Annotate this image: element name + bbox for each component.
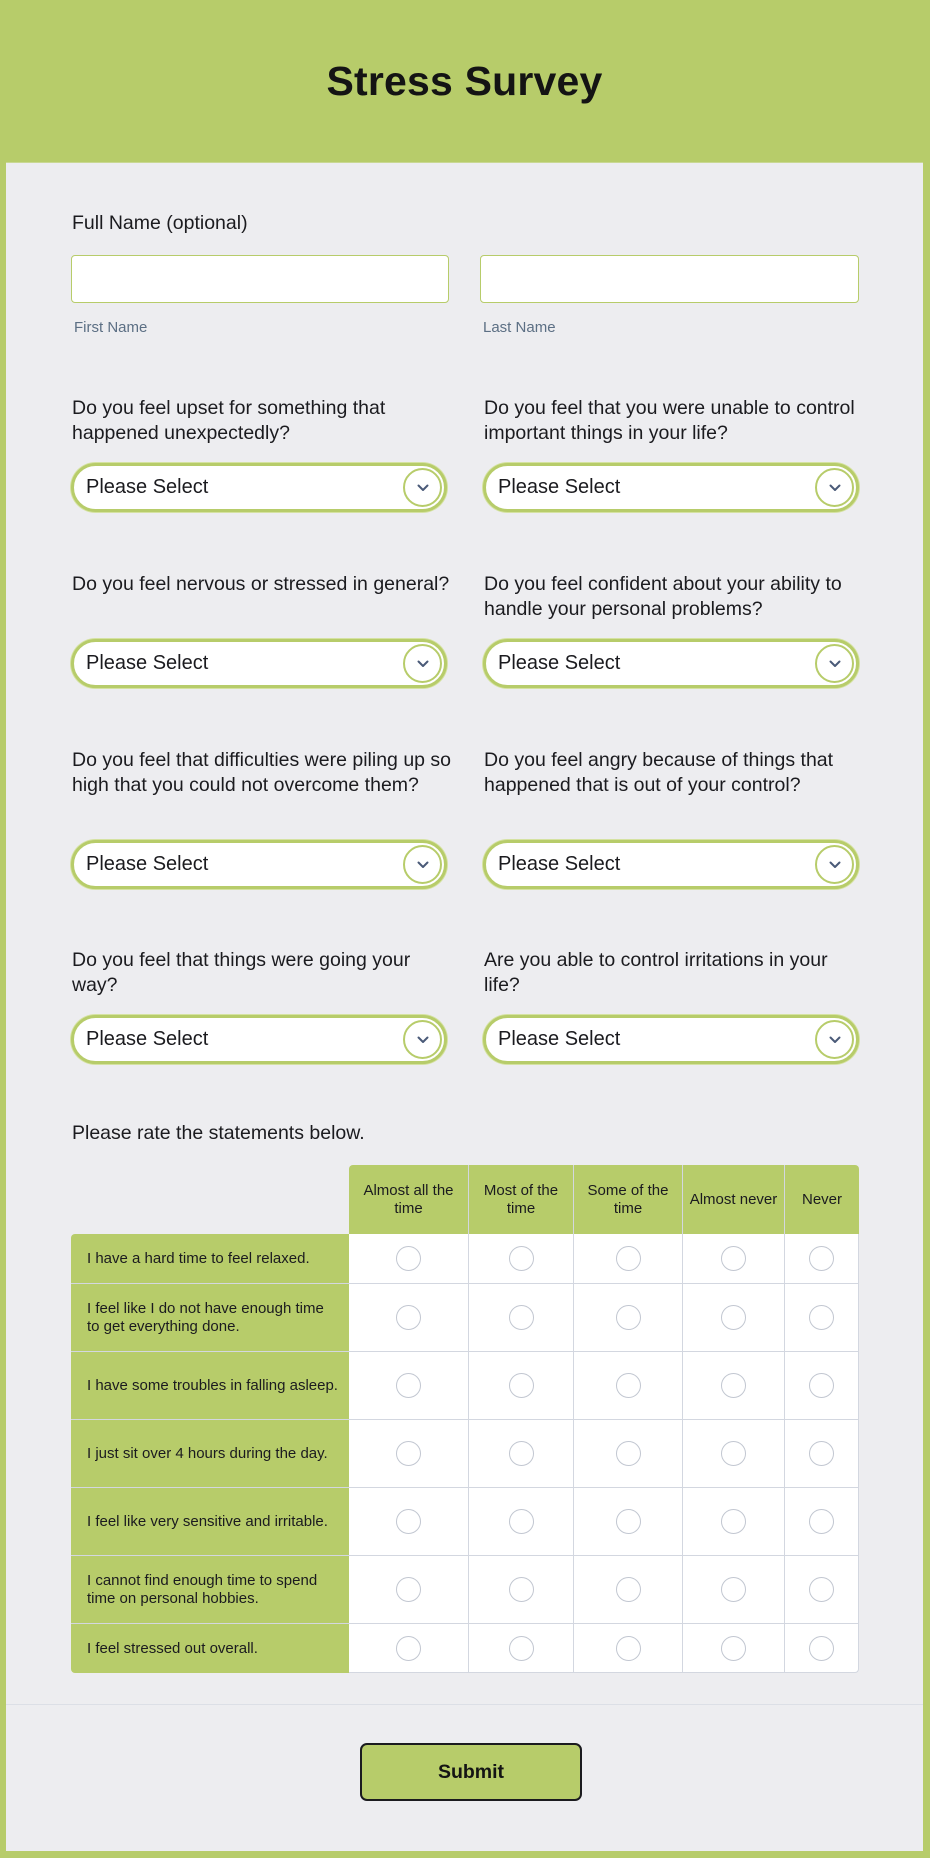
question-5-label: Do you feel that difficulties were piling up so high that you could not overcome them?	[72, 749, 452, 796]
radio-button[interactable]	[616, 1577, 641, 1602]
radio-button[interactable]	[809, 1305, 834, 1330]
matrix-cell[interactable]	[574, 1352, 683, 1420]
radio-button[interactable]	[721, 1509, 746, 1534]
radio-button[interactable]	[616, 1636, 641, 1661]
matrix-cell[interactable]	[785, 1420, 859, 1488]
radio-button[interactable]	[509, 1636, 534, 1661]
matrix-row-label: I have some troubles in falling asleep.	[71, 1352, 349, 1420]
matrix-row-label: I feel like I do not have enough time to get everything done.	[71, 1284, 349, 1352]
form-header	[6, 0, 923, 163]
matrix-cell[interactable]	[574, 1234, 683, 1284]
radio-button[interactable]	[616, 1246, 641, 1271]
radio-button[interactable]	[616, 1441, 641, 1466]
radio-button[interactable]	[809, 1246, 834, 1271]
matrix-cell[interactable]	[349, 1488, 469, 1556]
radio-button[interactable]	[396, 1373, 421, 1398]
radio-button[interactable]	[396, 1305, 421, 1330]
matrix-cell[interactable]	[349, 1624, 469, 1673]
question-7-label: Do you feel that things were going your way?	[72, 949, 411, 996]
chevron-down-icon[interactable]	[403, 644, 442, 683]
first-name-sublabel: First Name	[74, 319, 148, 336]
matrix-cell[interactable]	[574, 1284, 683, 1352]
radio-button[interactable]	[509, 1441, 534, 1466]
matrix-column-header: Never	[785, 1165, 859, 1234]
question-2-select[interactable]	[483, 463, 859, 512]
radio-button[interactable]	[509, 1509, 534, 1534]
select-value: Please Select	[498, 652, 621, 674]
select-value: Please Select	[498, 476, 621, 498]
radio-button[interactable]	[721, 1305, 746, 1330]
matrix-cell[interactable]	[349, 1556, 469, 1624]
radio-button[interactable]	[721, 1577, 746, 1602]
matrix-cell[interactable]	[469, 1556, 574, 1624]
radio-button[interactable]	[509, 1246, 534, 1271]
select-value: Please Select	[86, 652, 209, 674]
matrix-cell[interactable]	[469, 1488, 574, 1556]
section-divider	[6, 1704, 923, 1705]
chevron-down-icon[interactable]	[815, 644, 854, 683]
first-name-input[interactable]	[71, 255, 449, 303]
radio-button[interactable]	[616, 1305, 641, 1330]
matrix-cell[interactable]	[683, 1420, 785, 1488]
matrix-row-label: I have a hard time to feel relaxed.	[71, 1234, 349, 1284]
matrix-cell[interactable]	[683, 1234, 785, 1284]
question-1-label: Do you feel upset for something that happened unexpectedly?	[72, 397, 386, 444]
radio-button[interactable]	[396, 1577, 421, 1602]
matrix-cell[interactable]	[683, 1352, 785, 1420]
radio-button[interactable]	[616, 1509, 641, 1534]
matrix-cell[interactable]	[349, 1284, 469, 1352]
select-value: Please Select	[86, 853, 209, 875]
matrix-cell[interactable]	[469, 1624, 574, 1673]
question-6-select[interactable]	[483, 840, 859, 889]
chevron-down-icon[interactable]	[815, 1020, 854, 1059]
radio-button[interactable]	[809, 1636, 834, 1661]
matrix-row-label: I cannot find enough time to spend time on personal hobbies.	[71, 1556, 349, 1624]
radio-button[interactable]	[396, 1509, 421, 1534]
matrix-cell[interactable]	[574, 1488, 683, 1556]
matrix-row-label: I just sit over 4 hours during the day.	[71, 1420, 349, 1488]
matrix-cell[interactable]	[574, 1420, 683, 1488]
radio-button[interactable]	[809, 1441, 834, 1466]
matrix-cell[interactable]	[469, 1420, 574, 1488]
radio-button[interactable]	[809, 1577, 834, 1602]
radio-button[interactable]	[396, 1441, 421, 1466]
matrix-cell[interactable]	[469, 1352, 574, 1420]
question-2-label: Do you feel that you were unable to control important things in your life?	[484, 397, 855, 444]
chevron-down-icon[interactable]	[403, 468, 442, 507]
last-name-sublabel: Last Name	[483, 319, 556, 336]
full-name-label: Full Name (optional)	[72, 212, 248, 234]
question-3-select[interactable]	[71, 639, 447, 688]
matrix-column-header: Almost all the time	[349, 1165, 469, 1234]
matrix-cell[interactable]	[683, 1284, 785, 1352]
chevron-down-icon[interactable]	[815, 468, 854, 507]
matrix-cell[interactable]	[349, 1420, 469, 1488]
select-value: Please Select	[498, 853, 621, 875]
question-4-select[interactable]	[483, 639, 859, 688]
radio-button[interactable]	[616, 1373, 641, 1398]
matrix-row-label: I feel stressed out overall.	[71, 1624, 349, 1673]
question-4-label: Do you feel confident about your ability to handle your personal problems?	[484, 573, 842, 620]
radio-button[interactable]	[721, 1373, 746, 1398]
matrix-cell[interactable]	[349, 1352, 469, 1420]
chevron-down-icon[interactable]	[403, 1020, 442, 1059]
matrix-column-header: Most of the time	[469, 1165, 574, 1234]
matrix-cell[interactable]	[785, 1284, 859, 1352]
matrix-column-header: Some of the time	[574, 1165, 683, 1234]
matrix-cell[interactable]	[683, 1488, 785, 1556]
matrix-cell[interactable]	[683, 1624, 785, 1673]
select-value: Please Select	[86, 476, 209, 498]
radio-button[interactable]	[396, 1246, 421, 1271]
radio-button[interactable]	[509, 1373, 534, 1398]
chevron-down-icon[interactable]	[403, 845, 442, 884]
matrix-cell[interactable]	[785, 1234, 859, 1284]
question-5-select[interactable]	[71, 840, 447, 889]
matrix-cell[interactable]	[683, 1556, 785, 1624]
matrix-cell[interactable]	[785, 1488, 859, 1556]
question-7-select[interactable]	[71, 1015, 447, 1064]
submit-button[interactable]: Submit	[360, 1743, 582, 1801]
radio-button[interactable]	[809, 1373, 834, 1398]
radio-button[interactable]	[396, 1636, 421, 1661]
matrix-cell[interactable]	[574, 1556, 683, 1624]
matrix-cell[interactable]	[349, 1234, 469, 1284]
radio-button[interactable]	[721, 1636, 746, 1661]
chevron-down-icon[interactable]	[815, 845, 854, 884]
radio-button[interactable]	[721, 1246, 746, 1271]
select-value: Please Select	[498, 1028, 621, 1050]
select-value: Please Select	[86, 1028, 209, 1050]
radio-button[interactable]	[721, 1441, 746, 1466]
question-3-label: Do you feel nervous or stressed in general?	[72, 573, 450, 595]
matrix-cell[interactable]	[785, 1624, 859, 1673]
radio-button[interactable]	[509, 1577, 534, 1602]
question-1-select[interactable]	[71, 463, 447, 512]
last-name-input[interactable]	[480, 255, 859, 303]
matrix-cell[interactable]	[574, 1624, 683, 1673]
matrix-row-label: I feel like very sensitive and irritable.	[71, 1488, 349, 1556]
radio-button[interactable]	[809, 1509, 834, 1534]
matrix-cell[interactable]	[785, 1556, 859, 1624]
page-title: Stress Survey	[326, 58, 603, 104]
radio-button[interactable]	[509, 1305, 534, 1330]
matrix-cell[interactable]	[785, 1352, 859, 1420]
matrix-cell[interactable]	[469, 1234, 574, 1284]
matrix-column-header: Almost never	[683, 1165, 785, 1234]
matrix-cell[interactable]	[469, 1284, 574, 1352]
question-6-label: Do you feel angry because of things that happened that is out of your control?	[484, 749, 834, 796]
matrix-title: Please rate the statements below.	[72, 1122, 365, 1144]
question-8-label: Are you able to control irritations in your life?	[484, 949, 828, 996]
question-8-select[interactable]	[483, 1015, 859, 1064]
